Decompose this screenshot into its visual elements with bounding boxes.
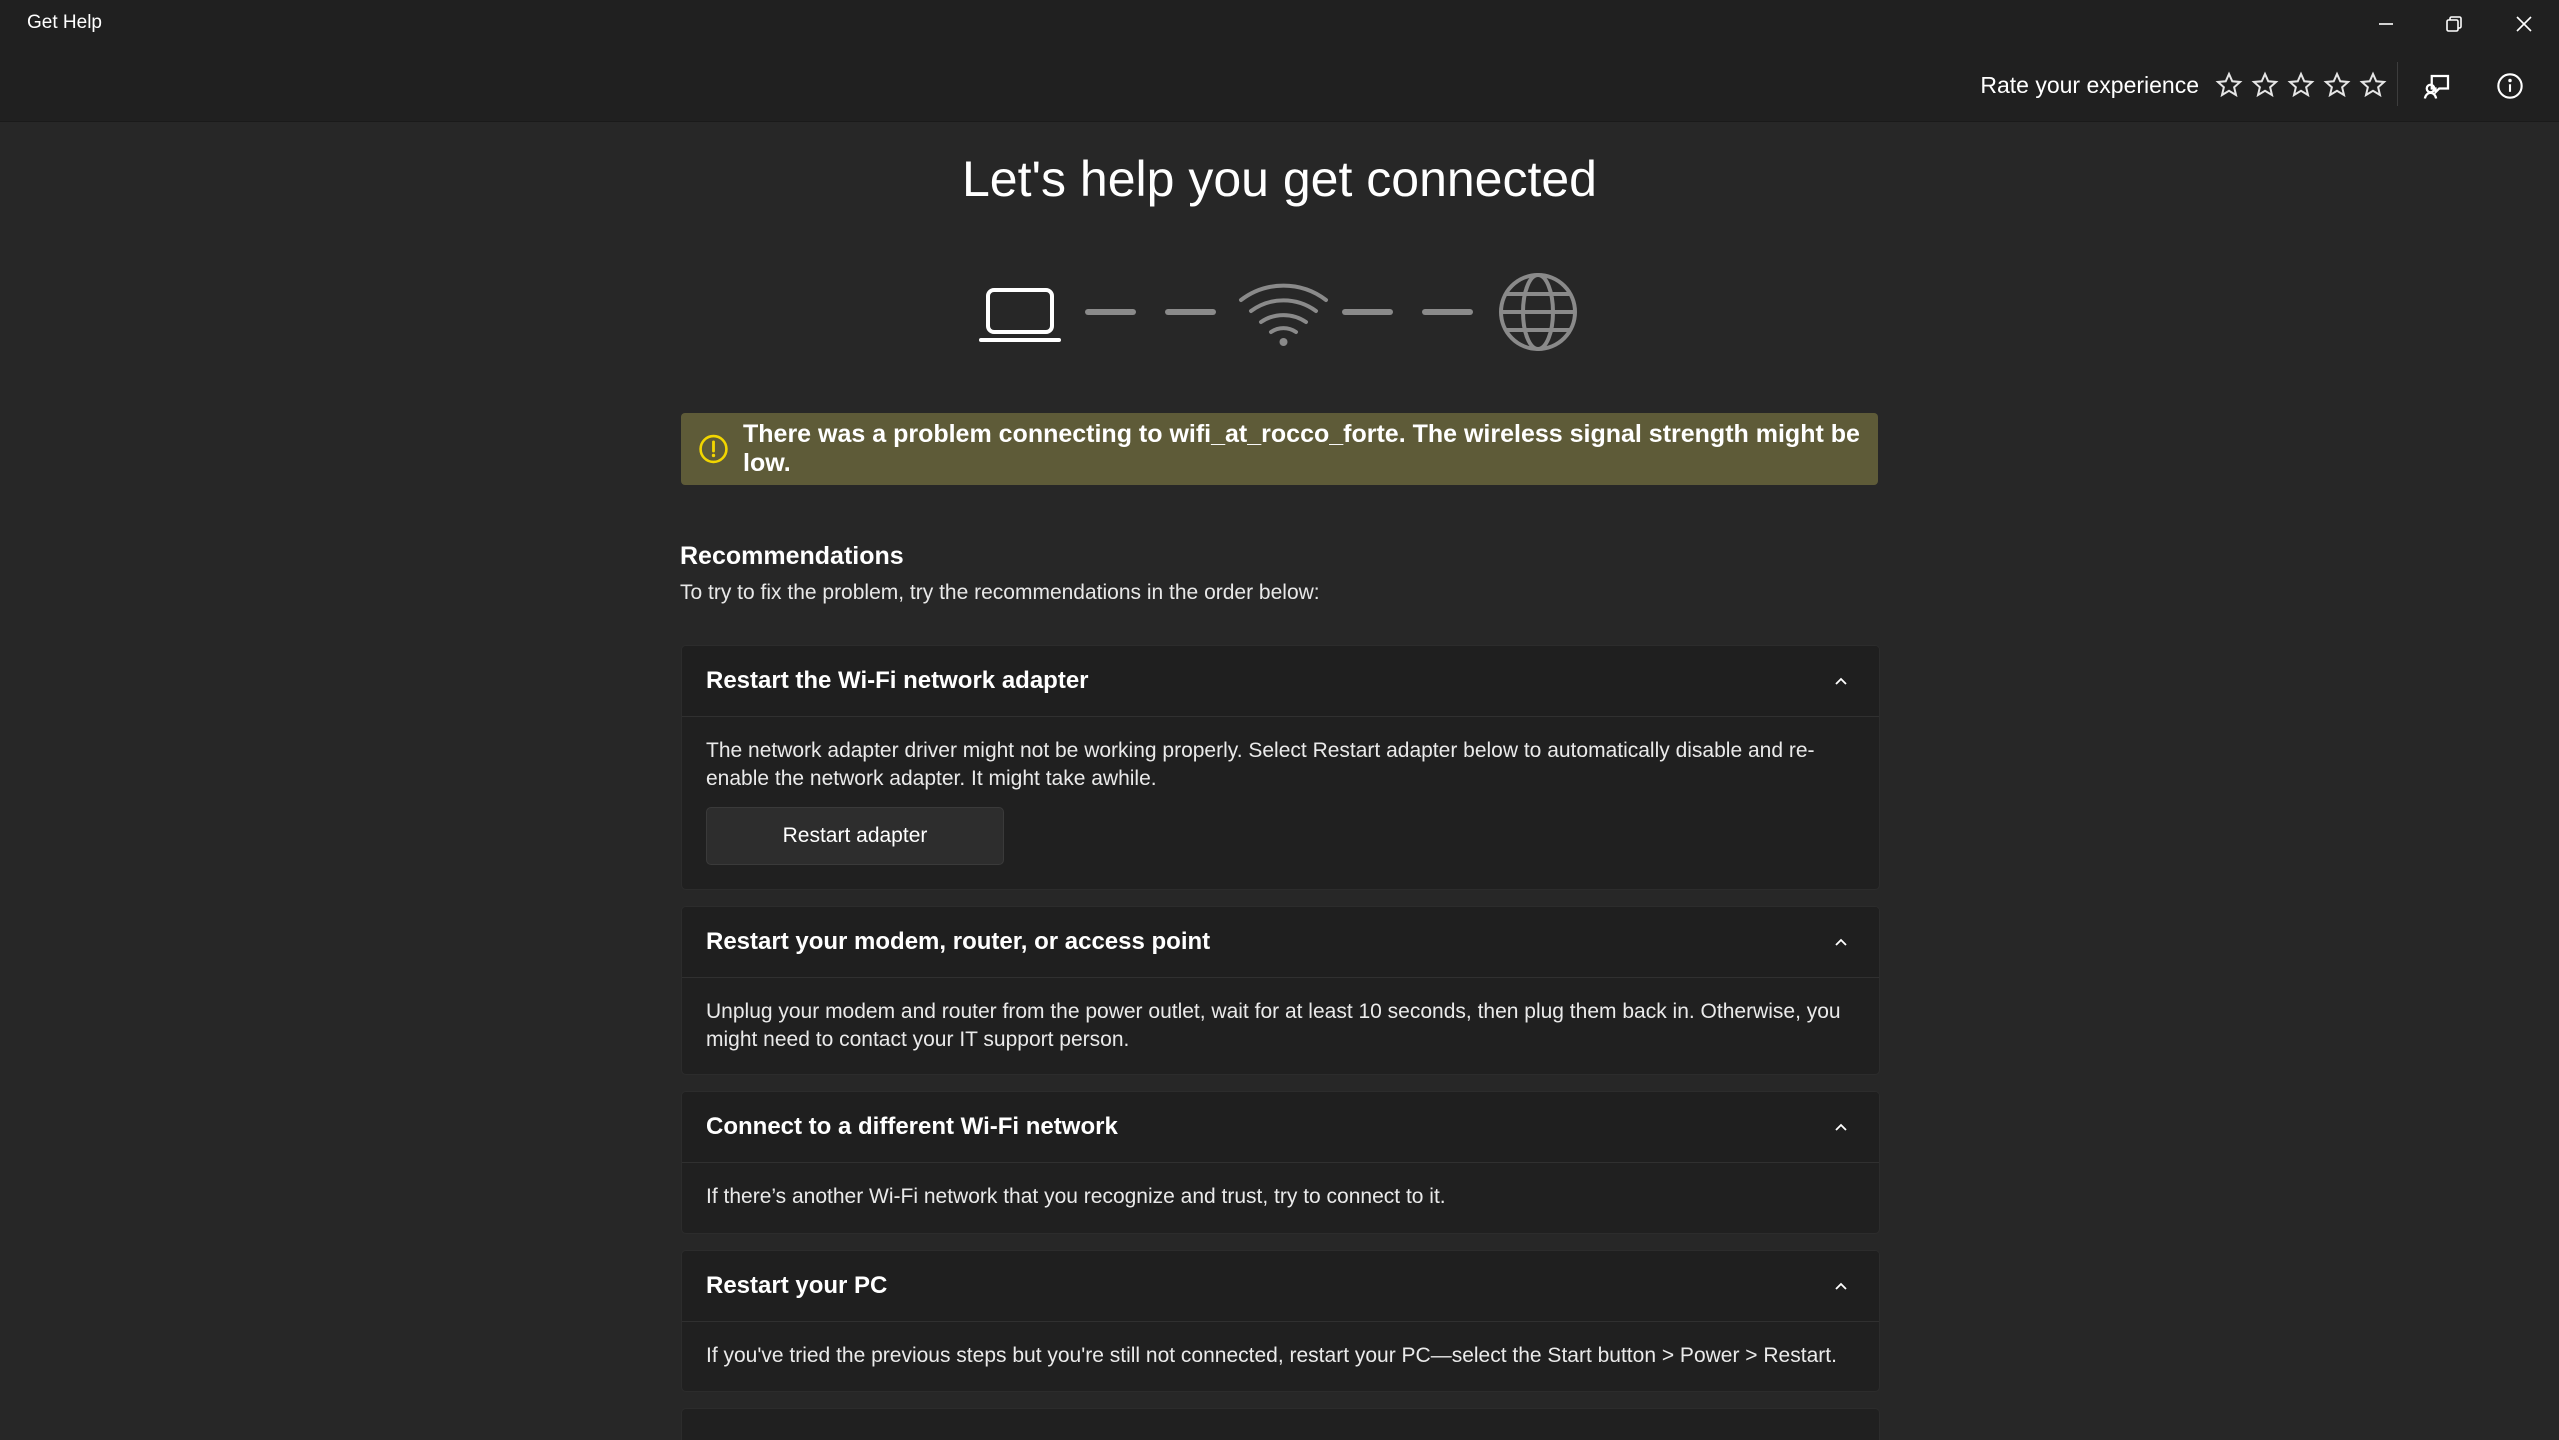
card-header[interactable] (682, 646, 1879, 717)
recommendation-card-restart-modem (681, 906, 1880, 1075)
restore-button[interactable] (2420, 0, 2488, 48)
chevron-up-icon[interactable] (1819, 920, 1863, 964)
card-body-text: If there’s another Wi-Fi network that you recognize and trust, try to connect to it. (706, 1185, 1446, 1208)
recommendation-card-restart-pc (681, 1250, 1880, 1392)
info-button[interactable] (2488, 64, 2532, 108)
chevron-up-icon[interactable] (1819, 659, 1863, 703)
minimize-icon (2377, 15, 2395, 33)
minimize-button[interactable] (2352, 0, 2420, 48)
card-title: Restart your PC (706, 1272, 888, 1299)
card-header[interactable] (682, 1251, 1879, 1322)
wifi-icon (1241, 286, 1326, 346)
restart-adapter-button[interactable]: Restart adapter (706, 807, 1004, 865)
title-bar (0, 0, 2559, 122)
star-2-icon[interactable] (2247, 67, 2283, 103)
header-divider (2397, 62, 2398, 106)
globe-icon (1501, 275, 1575, 349)
recommendation-card-partial (681, 1408, 1880, 1440)
warning-text: There was a problem connecting to wifi_at_rocco_forte. The wireless signal strength might be low. (743, 420, 1860, 477)
card-body-text: The network adapter driver might not be working properly. Select Restart adapter below to automatically disable and re-enable the network adapter. It might take awhile. (706, 739, 1815, 790)
star-3-icon[interactable] (2283, 67, 2319, 103)
connection-status-graphic (975, 268, 1585, 358)
recommendation-card-different-network (681, 1091, 1880, 1234)
close-icon (2515, 15, 2533, 33)
warning-banner (681, 413, 1878, 485)
close-button[interactable] (2490, 0, 2558, 48)
rate-label: Rate your experience (1980, 71, 2199, 98)
star-4-icon[interactable] (2319, 67, 2355, 103)
info-icon (2496, 72, 2524, 100)
card-body-text: Unplug your modem and router from the power outlet, wait for at least 10 seconds, then plug them back in. Otherwise, you might need to contact your IT support person. (706, 1000, 1841, 1051)
star-1-icon[interactable] (2211, 67, 2247, 103)
app-title: Get Help (27, 12, 102, 33)
feedback-icon (2423, 71, 2453, 101)
laptop-icon (981, 290, 1059, 340)
chevron-up-icon[interactable] (1819, 1264, 1863, 1308)
feedback-button[interactable] (2416, 64, 2460, 108)
card-title: Connect to a different Wi-Fi network (706, 1113, 1118, 1140)
card-title: Restart the Wi-Fi network adapter (706, 667, 1089, 694)
warning-icon (698, 433, 729, 465)
chevron-up-icon[interactable] (1819, 1105, 1863, 1149)
card-title: Restart your modem, router, or access point (706, 928, 1211, 955)
recommendations-heading: Recommendations (680, 542, 904, 570)
card-header[interactable] (682, 907, 1879, 978)
card-header[interactable] (682, 1092, 1879, 1163)
recommendations-subheading: To try to fix the problem, try the recommendations in the order below: (680, 581, 1320, 604)
recommendation-card-restart-adapter (681, 645, 1880, 890)
card-body-text: If you've tried the previous steps but you're still not connected, restart your PC—select the Start button > Power > Restart. (706, 1344, 1837, 1367)
star-5-icon[interactable] (2355, 67, 2391, 103)
restore-icon (2445, 15, 2463, 33)
rate-experience (1980, 64, 2391, 106)
page-title: Let's help you get connected (961, 151, 1597, 207)
